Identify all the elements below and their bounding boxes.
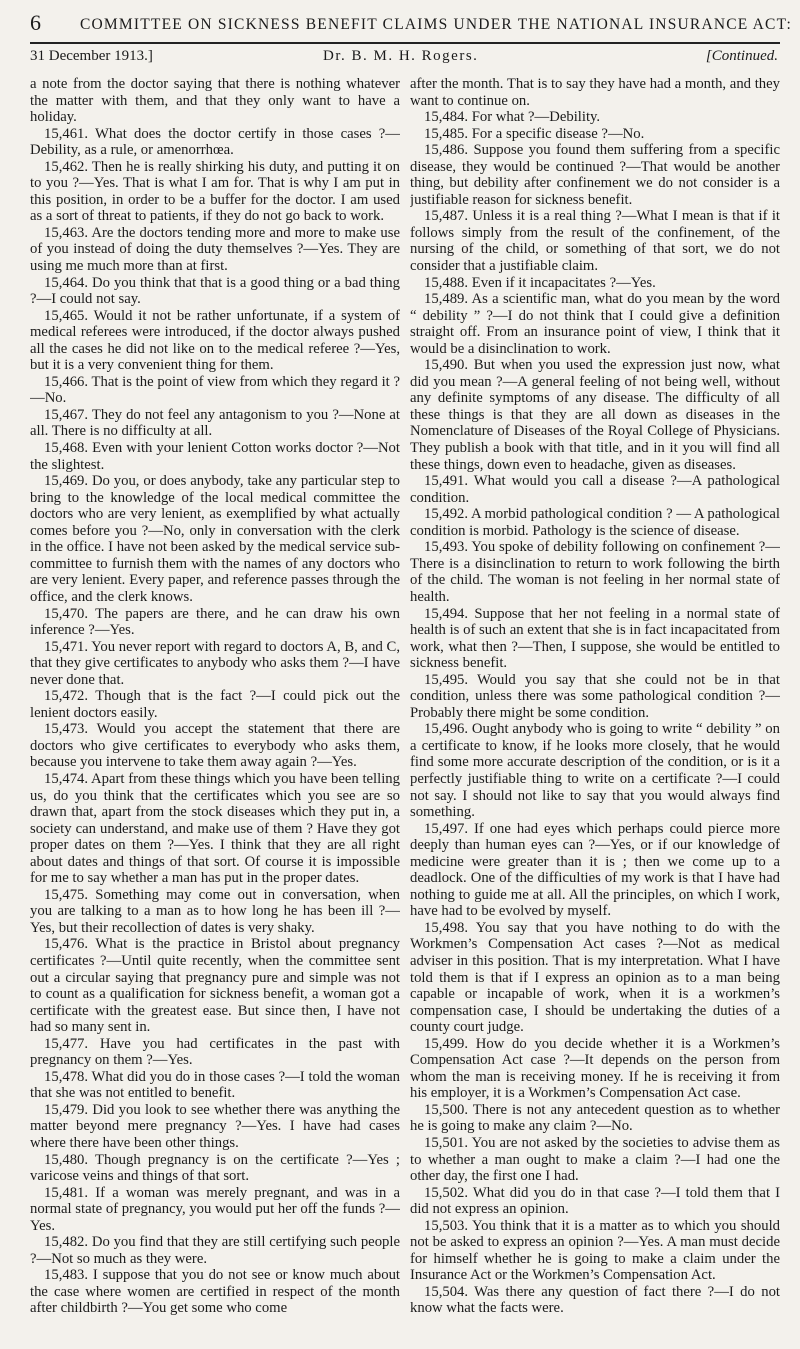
paragraph: 15,466. That is the point of view from which they regard it ?—No.	[30, 373, 400, 407]
paragraph: 15,504. Was there any question of fact there ?—I do not know what the facts were.	[410, 1283, 780, 1317]
header-rule	[30, 42, 780, 44]
continued-label: [Continued.	[705, 48, 778, 64]
paragraph: 15,486. Suppose you found them suffering from a specific disease, they would be continued ?—That would be another thing, but debility after confinement we do not consider is a justifiable reason for sickness benefit.	[410, 142, 780, 208]
paragraph: 15,489. As a scientific man, what do you mean by the word “ debility ” ?—I do not think that I could give a definition straight off. From an insurance point of view, I think that it would be a disinclination to work.	[410, 291, 780, 357]
paragraph: 15,501. You are not asked by the societies to advise them as to whether a man ought to make a claim ?—I had one the other day, the first one I had.	[410, 1135, 780, 1185]
paragraph: 15,465. Would it not be rather unfortunate, if a system of medical referees were introduced, if the doctor always pushed all the cases he did not like on to the medical referee ?—Yes, but it is a very convenient thing for them.	[30, 307, 400, 374]
paragraph: 15,477. Have you had certificates in the past with pregnancy on them ?—Yes.	[30, 1035, 400, 1069]
paragraph: 15,493. You spoke of debility following on confinement ?—There is a disinclination to return to work following the birth of the child. The woman is not feeling in her normal state of health.	[410, 539, 780, 605]
paragraph: 15,471. You never report with regard to doctors A, B, and C, that they give certificates to anybody who asks them ?—I have never done that.	[30, 638, 400, 688]
paragraph: 15,494. Suppose that her not feeling in a normal state of health is of such an extent that she is in fact incapacitated from work, what then ?—Then, I suppose, she would be entitled to sickness benefit.	[410, 605, 780, 672]
paragraph: 15,490. But when you used the expression just now, what did you mean ?—A general feeling of not being well, without any definite symptoms of any disease. The difficulty of all these things is that they are all down as diseases in the Nomenclature of Diseases of the Royal College of Physicians. They publish a book with that title, and in it you will find all these things, down even to headache, given as diseases.	[410, 357, 780, 473]
paragraph: 15,475. Something may come out in conversation, when you are talking to a man as to how long he has been ill ?—Yes, but their recollection of dates is very shaky.	[30, 886, 400, 936]
page-header	[30, 8, 792, 42]
paragraph: 15,479. Did you look to see whether there was anything the matter beyond mere pregnancy ?—Yes. I have had cases where there have been other things.	[30, 1101, 400, 1151]
paragraph: 15,461. What does the doctor certify in those cases ?—Debility, as a rule, or amenorrhœa.	[30, 125, 400, 159]
right-column	[410, 76, 780, 1344]
paragraph: 15,469. Do you, or does anybody, take any particular step to bring to the knowledge of the local medical committee the doctors who are very lenient, as exemplified by what actually comes before you ?—No, only in conversation with the clerk in the office. I have not been asked by the medical service sub-committee to furnish them with the names of any doctors who are very lenient. Every paper, and reference passes through the office, and the clerk knows.	[30, 473, 400, 605]
paragraph: 15,468. Even with your lenient Cotton works doctor ?—Not the slightest.	[30, 440, 400, 473]
paragraph: 15,499. How do you decide whether it is a Workmen’s Compensation Act case ?—It depends on the person from whom the man is receiving money. If he is receiving it from his employer, it is a Workmen’s Compensation Act case.	[410, 1035, 780, 1102]
paragraph: 15,497. If one had eyes which perhaps could pierce more deeply than human eyes can ?—Yes, or if our knowledge of medicine were greater than it is ; then we come up to a deadlock. One of the difficulties of my work is that I have had nothing to guide me at all. All the principles, on which I work, have had to be evolved by myself.	[410, 820, 780, 920]
paragraph: 15,480. Though pregnancy is on the certificate ?—Yes ; varicose veins and things of that sort.	[30, 1151, 400, 1185]
witness-name: Dr. B. M. H. Rogers.	[323, 48, 479, 64]
paragraph: 15,472. Though that is the fact ?—I could pick out the lenient doctors easily.	[30, 688, 400, 721]
paragraph: 15,485. For a specific disease ?—No.	[424, 125, 645, 142]
left-column	[30, 76, 400, 1344]
paragraph: 15,498. You say that you have nothing to do with the Workmen’s Compensation Act cases ?—Not as medical adviser in this position. That is my interpretation. What I have told them is that if I express an opinion as to a man being capable or incapable of work, when it is a workmen’s compensation case, I should be undertaking the duties of a county court judge.	[410, 919, 780, 1036]
paragraph: 15,474. Apart from these things which you have been telling us, do you think that the certificates which you see are so drawn that, apart from the stock diseases which they put in, a society can understand, and make use of them ? Have they got proper dates on them ?—Yes. I think that they are all right about dates and things of that sort. Of course it is impossible for me to say whether a man has put in the proper dates.	[30, 770, 400, 887]
running-title: COMMITTEE ON SICKNESS BENEFIT CLAIMS UNDER THE NATIONAL INSURANCE ACT:	[80, 16, 792, 33]
paragraph: 15,481. If a woman was merely pregnant, and was in a normal state of pregnancy, you would put her off the funds ?—Yes.	[30, 1184, 400, 1234]
paragraph: 15,478. What did you do in those cases ?—I told the woman that she was not entitled to benefit.	[30, 1068, 400, 1102]
paragraph: 15,503. You think that it is a matter as to which you should not be asked to express an opinion ?—Yes. A man must decide for himself whether he is going to make a claim under the Insurance Act or the Workmen’s Compensation Act.	[410, 1217, 780, 1284]
paragraph: 15,491. What would you call a disease ?—A pathological condition.	[410, 473, 780, 506]
paragraph: 15,496. Ought anybody who is going to write “ debility ” on a certificate to know, if he looks more closely, that he would find some more accurate description of the condition, or is it a perfectly justifiable thing to write on a certificate ?—I could not say. I should not like to say that you would always find something.	[410, 721, 780, 821]
paragraph: 15,487. Unless it is a real thing ?—What I mean is that if it follows simply from the result of the confinement, of the nursing of the child, or something of that sort, we do not consider that a justifiable claim.	[410, 208, 780, 275]
paragraph: 15,467. They do not feel any antagonism to you ?—None at all. There is no difficulty at all.	[30, 406, 400, 440]
paragraph: 15,488. Even if it incapacitates ?—Yes.	[424, 274, 656, 291]
paragraph: 15,464. Do you think that that is a good thing or a bad thing ?—I could not say.	[30, 274, 400, 308]
paragraph: 15,495. Would you say that she could not be in that condition, unless there was some pathological condition ?—Probably there might be some condition.	[410, 671, 780, 721]
paragraph: 15,470. The papers are there, and he can draw his own inference ?—Yes.	[30, 605, 400, 639]
page-number: 6	[30, 10, 41, 35]
paragraph: 15,483. I suppose that you do not see or know much about the case where women are certified in respect of the month after childbirth ?—You get some who come	[30, 1267, 400, 1317]
paragraph: 15,502. What did you do in that case ?—I told them that I did not express an opinion.	[410, 1184, 780, 1218]
paragraph: 15,482. Do you find that they are still certifying such people ?—Not so much as they were.	[30, 1234, 400, 1267]
paragraph: 15,462. Then he is really shirking his duty, and putting it on to you ?—Yes. That is what I am for. That is why I am put in this position, in order to be a buffer for the doctor. I am used as a sort of threat to patients, if they do not go back to work.	[30, 158, 400, 225]
paragraph: 15,500. There is not any antecedent question as to whether he is going to make any claim ?—No.	[410, 1101, 780, 1135]
paragraph: 15,463. Are the doctors tending more and more to make use of you instead of doing the duty themselves ?—Yes. They are using me much more than at first.	[30, 224, 400, 275]
paragraph: after the month. That is to say they have had a month, and they want to continue on.	[410, 76, 780, 109]
paragraph: 15,484. For what ?—Debility.	[424, 109, 601, 126]
paragraph: a note from the doctor saying that there is nothing whatever the matter with them, and that they only want to have a holiday.	[30, 76, 400, 126]
subheader	[30, 48, 780, 70]
paragraph: 15,476. What is the practice in Bristol about pregnancy certificates ?—Until quite recently, when the committee sent out a circular saying that pregnancy pure and simple was not to count as a qualification for sickness benefit, a woman got a certificate with the greatest ease. But since then, I have not had so many sent in.	[30, 936, 400, 1036]
paragraph: 15,492. A morbid pathological condition ? — A pathological condition is morbid. Pathology is the science of disease.	[410, 506, 780, 539]
sitting-date: 31 December 1913.]	[30, 48, 153, 64]
paragraph: 15,473. Would you accept the statement that there are doctors who give certificates to everybody who asks them, because you intervene to take them away again ?—Yes.	[30, 721, 400, 771]
